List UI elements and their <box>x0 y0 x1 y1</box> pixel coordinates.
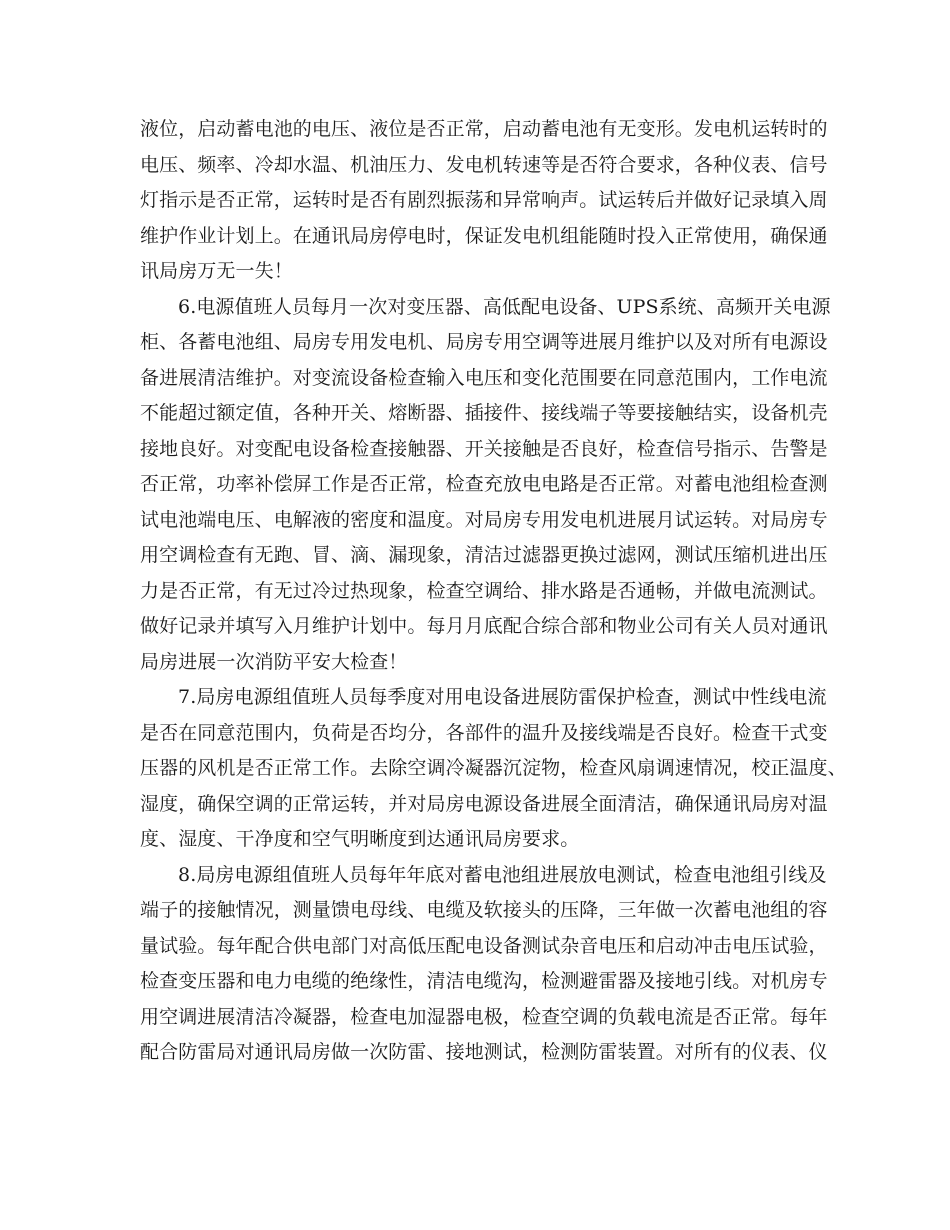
text-line: 度、湿度、干净度和空气明晰度到达通讯局房要求。 <box>140 828 580 850</box>
text-line: 试电池端电压、电解液的密度和温度。对局房专用发电机进展月试运转。对局房专 <box>140 509 828 531</box>
text-line: 量试验。每年配合供电部门对高低压配电设备测试杂音电压和启动冲击电压试验， <box>140 935 828 957</box>
text-line: 湿度，确保空调的正常运转，并对局房电源设备进展全面清洁，确保通讯局房对温 <box>140 793 828 815</box>
text-line: 用空调进展清洁冷凝器，检查电加湿器电极，检查空调的负载电流是否正常。每年 <box>140 1006 828 1028</box>
text-line: 8.局房电源组值班人员每年年底对蓄电池组进展放电测试，检查电池组引线及 <box>178 864 827 886</box>
text-line: 讯局房万无一失！ <box>140 260 293 282</box>
text-line: 不能超过额定值，各种开关、熔断器、插接件、接线端子等要接触结实，设备机壳 <box>140 402 828 424</box>
text-line: 否正常，功率补偿屏工作是否正常，检查充放电电路是否正常。对蓄电池组检查测 <box>140 473 828 495</box>
text-line: 接地良好。对变配电设备检查接触器、开关接触是否良好，检查信号指示、告警是 <box>140 438 828 460</box>
text-line: 用空调检查有无跑、冒、滴、漏现象，清洁过滤器更换过滤网，测试压缩机进出压 <box>140 544 828 566</box>
text-line: 检查变压器和电力电缆的绝缘性，清洁电缆沟，检测避雷器及接地引线。对机房专 <box>140 970 828 992</box>
text-line: 灯指示是否正常，运转时是否有剧烈振荡和异常响声。试运转后并做好记录填入周 <box>140 189 828 211</box>
text-line: 做好记录并填写入月维护计划中。每月月底配合综合部和物业公司有关人员对通讯 <box>140 615 828 637</box>
text-line: 6.电源值班人员每月一次对变压器、高低配电设备、UPS系统、高频开关电源 <box>178 296 831 318</box>
text-line: 电压、频率、冷却水温、机油压力、发电机转速等是否符合要求，各种仪表、信号 <box>140 154 828 176</box>
text-line: 维护作业计划上。在通讯局房停电时，保证发电机组能随时投入正常使用，确保通 <box>140 225 828 247</box>
text-line: 液位，启动蓄电池的电压、液位是否正常，启动蓄电池有无变形。发电机运转时的 <box>140 118 828 140</box>
text-line: 7.局房电源组值班人员每季度对用电设备进展防雷保护检查，测试中性线电流 <box>178 686 827 708</box>
text-line: 柜、各蓄电池组、局房专用发电机、局房专用空调等进展月维护以及对所有电源设 <box>140 331 828 353</box>
text-line: 压器的风机是否正常工作。去除空调冷凝器沉淀物，检查风扇调速情况，校正温度、 <box>140 757 847 779</box>
text-line: 配合防雷局对通讯局房做一次防雷、接地测试，检测防雷装置。对所有的仪表、仪 <box>140 1041 828 1063</box>
text-line: 力是否正常，有无过冷过热现象，检查空调给、排水路是否通畅，并做电流测试。 <box>140 580 828 602</box>
text-line: 端子的接触情况，测量馈电母线、电缆及软接头的压降，三年做一次蓄电池组的容 <box>140 899 828 921</box>
text-line: 是否在同意范围内，负荷是否均分，各部件的温升及接线端是否良好。检查干式变 <box>140 722 828 744</box>
text-line: 备进展清洁维护。对变流设备检查输入电压和变化范围要在同意范围内，工作电流 <box>140 367 828 389</box>
text-line: 局房进展一次消防平安大检查！ <box>140 651 408 673</box>
